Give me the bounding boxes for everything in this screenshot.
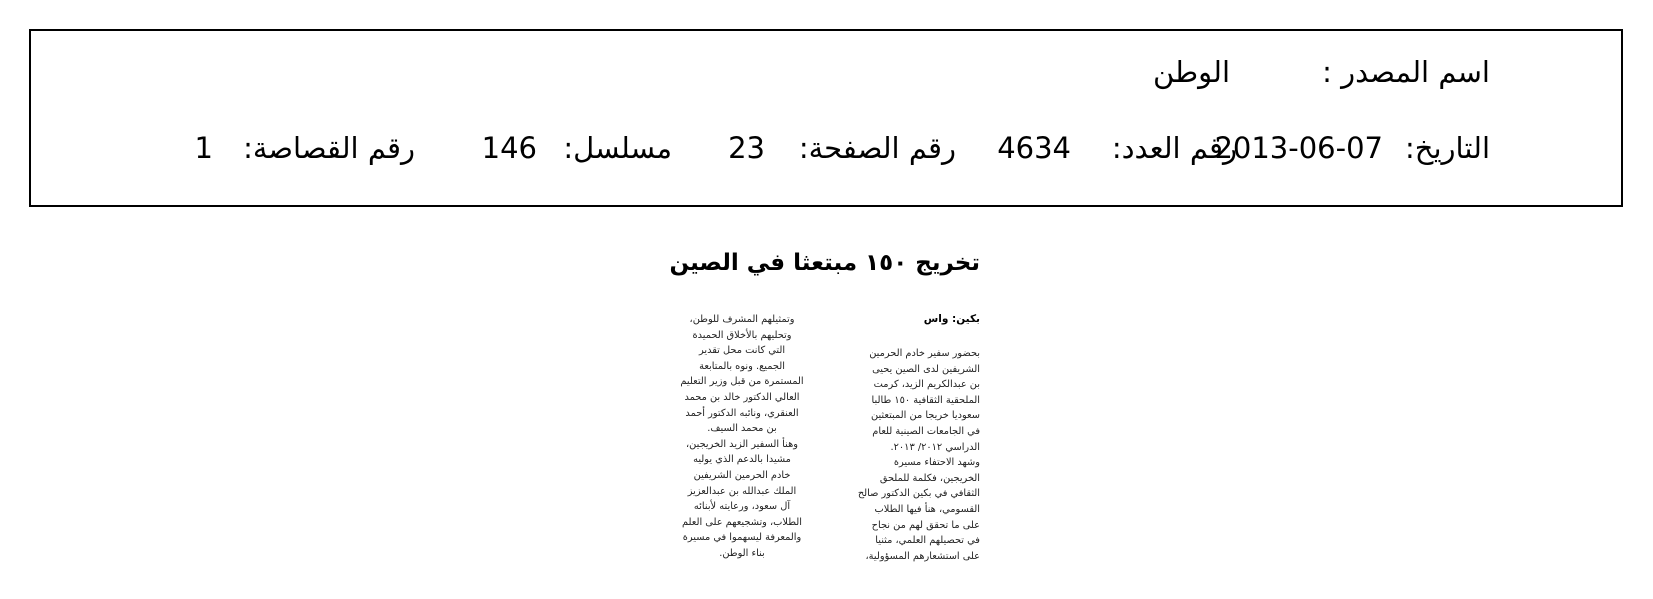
article-line: على استشعارهم المسؤولية، [865, 550, 980, 562]
clip-label: رقم القصاصة: [243, 131, 415, 165]
article-line: وتحليهم بالأخلاق الحميدة [692, 329, 792, 341]
article-line: الملحقية الثقافية ١٥٠ طالبا [871, 394, 980, 406]
article-line: الثقافي في بكين الدكتور صالح [857, 488, 980, 500]
issue-label: رقم العدد: [1111, 131, 1237, 165]
date-label: التاريخ: [1404, 131, 1490, 165]
article-line: الخريجين، فكلمة للملحق [879, 472, 980, 484]
serial-label: مسلسل: [563, 131, 672, 165]
article-line: بن عبدالكريم الزيد، كرمت [873, 379, 980, 391]
article-line: سعوديا خريجا من المبتعثين [871, 410, 980, 422]
article-line: والمعرفة ليسهموا في مسيرة [682, 532, 802, 544]
issue-value: 4634 [997, 131, 1071, 165]
article-line: آل سعود، ورعايته لأبنائه [693, 501, 791, 513]
article-byline: بكين: واس [923, 313, 980, 325]
article-column-right [832, 346, 980, 564]
article-headline: تخريج ١٥٠ مبتعثا في الصين [669, 250, 980, 276]
page-value: 23 [728, 131, 765, 165]
source-value: الوطن [1152, 55, 1230, 89]
article-line: الدراسي ٢٠١٢/ ٢٠١٣. [890, 441, 980, 453]
article-line: على ما تحقق لهم من نجاح [871, 519, 980, 531]
article-clipping [660, 248, 980, 578]
article-line: القسومي، هنأ فيها الطلاب [874, 503, 980, 515]
article-line: خادم الحرمين الشريفين [693, 469, 791, 481]
article-line: الجميع. ونوه بالمتابعة [699, 360, 785, 372]
article-column-left [668, 312, 816, 562]
article-line: الطلاب، وتشجيعهم على العلم [681, 516, 802, 528]
article-line: في الجامعات الصينية للعام [872, 425, 980, 437]
article-line: العنقري، ونائبه الدكتور أحمد [685, 407, 799, 419]
article-line: مشيدا بالدعم الذي يوليه [693, 454, 791, 466]
article-line: وهنأ السفير الزيد الخريجين، [686, 438, 798, 450]
page-label: رقم الصفحة: [798, 131, 956, 165]
article-line: العالي الدكتور خالد بن محمد [684, 391, 800, 403]
article-line: الملك عبدالله بن عبدالعزيز [687, 485, 797, 497]
article-line: بناء الوطن. [719, 547, 765, 559]
article-line: بن محمد السيف. [707, 423, 777, 435]
article-line: في تحصيلهم العلمي، مثنيا [875, 535, 980, 547]
article-line: التي كانت محل تقدير [698, 345, 786, 357]
article-line: الشريفين لدى الصين يحيى [872, 363, 980, 375]
article-line: وتمثيلهم المشرف للوطن، [689, 314, 795, 325]
date-value: 2013-06-07 [1214, 131, 1383, 165]
source-label: اسم المصدر : [1322, 55, 1490, 89]
serial-value: 146 [481, 131, 537, 165]
article-line: المستمرة من قبل وزير التعليم [680, 376, 804, 388]
article-line: وشهد الاحتفاء مسيرة [893, 457, 980, 469]
clip-value: 1 [194, 131, 213, 165]
article-line: بحضور سفير خادم الحرمين [869, 348, 980, 359]
